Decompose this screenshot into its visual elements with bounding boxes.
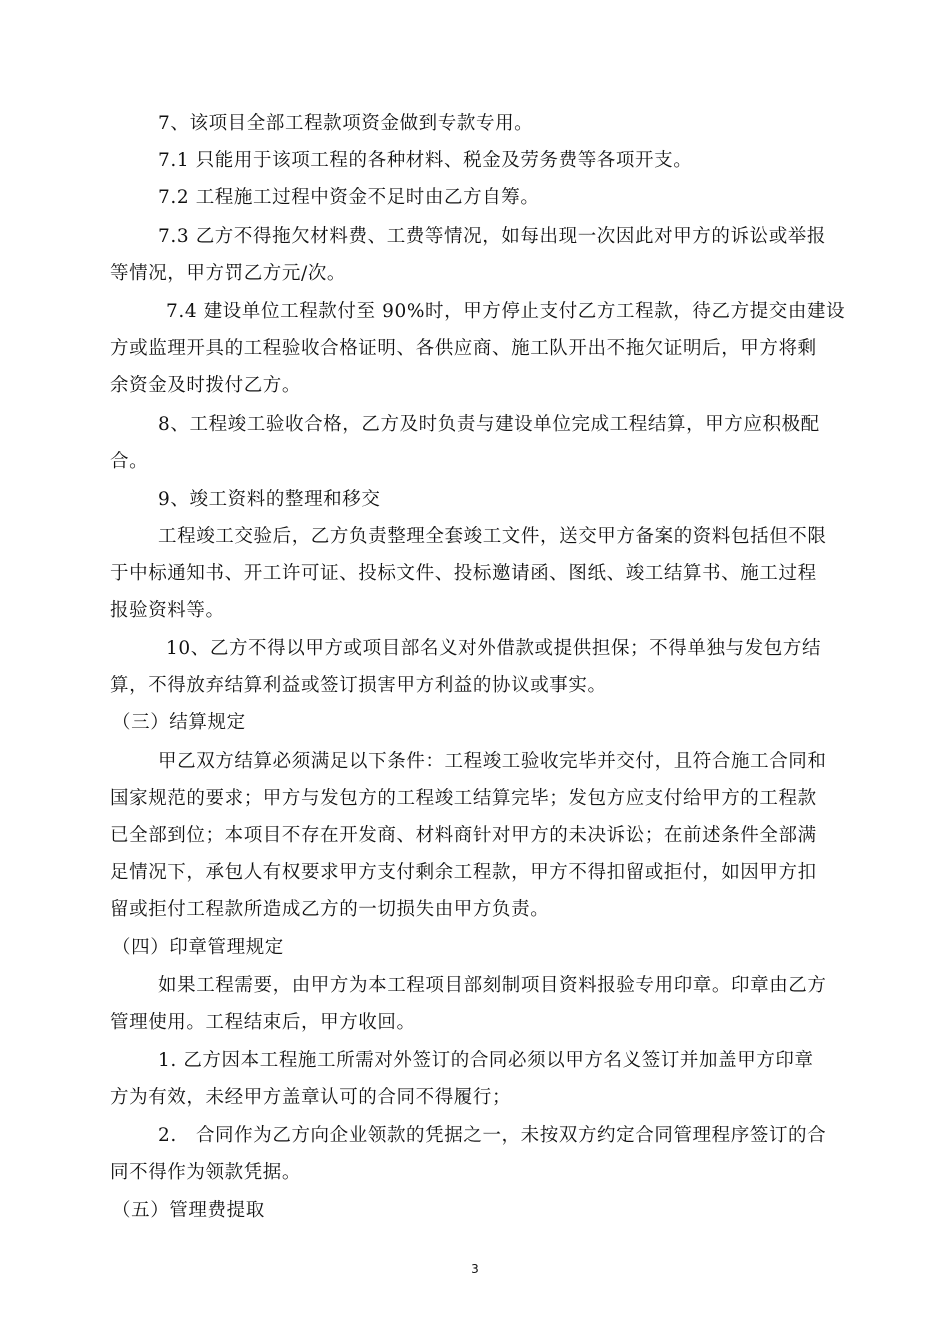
text-line: 合。 — [110, 451, 149, 472]
text-line: 等情况，甲方罚乙方元/次。 — [110, 263, 347, 284]
text-line: 7.4 建设单位工程款付至 90%时，甲方停止支付乙方工程款，待乙方提交由建设 — [166, 301, 846, 322]
text-line: 2. 合同作为乙方向企业领款的凭据之一，未按双方约定合同管理程序签订的合 — [158, 1125, 827, 1146]
text-line: 8、工程竣工验收合格，乙方及时负责与建设单位完成工程结算，甲方应积极配 — [158, 414, 820, 435]
text-line: 余资金及时拨付乙方。 — [110, 375, 302, 396]
text-line: 工程竣工交验后，乙方负责整理全套竣工文件，送交甲方备案的资料包括但不限 — [158, 526, 827, 547]
text-line: 7.1 只能用于该项工程的各种材料、税金及劳务费等各项开支。 — [158, 150, 693, 171]
text-line: 国家规范的要求；甲方与发包方的工程竣工结算完毕；发包方应支付给甲方的工程款 — [110, 788, 817, 809]
text-line: 10、乙方不得以甲方或项目部名义对外借款或提供担保；不得单独与发包方结 — [166, 638, 822, 659]
text-line: 算，不得放弃结算利益或签订损害甲方利益的协议或事实。 — [110, 675, 607, 696]
text-line: 同不得作为领款凭据。 — [110, 1162, 302, 1183]
section-heading: （三）结算规定 — [112, 712, 246, 733]
text-line: 1. 乙方因本工程施工所需对外签订的合同必须以甲方名义签订并加盖甲方印章 — [158, 1050, 814, 1071]
text-line: 7、该项目全部工程款项资金做到专款专用。 — [158, 113, 534, 134]
text-line: 甲乙双方结算必须满足以下条件：工程竣工验收完毕并交付，且符合施工合同和 — [158, 751, 827, 772]
text-line: 方或监理开具的工程验收合格证明、各供应商、施工队开出不拖欠证明后，甲方将剩 — [110, 338, 817, 359]
text-line: 足情况下，承包人有权要求甲方支付剩余工程款，甲方不得扣留或拒付，如因甲方扣 — [110, 862, 817, 883]
text-line: 留或拒付工程款所造成乙方的一切损失由甲方负责。 — [110, 899, 550, 920]
text-line: 报验资料等。 — [110, 600, 225, 621]
text-line: 9、竣工资料的整理和移交 — [158, 489, 381, 510]
section-heading: （四）印章管理规定 — [112, 937, 284, 958]
text-line: 于中标通知书、开工许可证、投标文件、投标邀请函、图纸、竣工结算书、施工过程 — [110, 563, 817, 584]
text-line: 如果工程需要，由甲方为本工程项目部刻制项目资料报验专用印章。印章由乙方 — [158, 975, 827, 996]
text-line: 方为有效，未经甲方盖章认可的合同不得履行； — [110, 1087, 512, 1108]
text-line: 已全部到位；本项目不存在开发商、材料商针对甲方的未决诉讼；在前述条件全部满 — [110, 825, 817, 846]
text-line: 7.2 工程施工过程中资金不足时由乙方自筹。 — [158, 187, 540, 208]
section-heading: （五）管理费提取 — [112, 1200, 265, 1221]
text-line: 管理使用。工程结束后，甲方收回。 — [110, 1012, 416, 1033]
text-line: 7.3 乙方不得拖欠材料费、工费等情况，如每出现一次因此对甲方的诉讼或举报 — [158, 226, 827, 247]
page-number: 3 — [471, 1262, 479, 1276]
